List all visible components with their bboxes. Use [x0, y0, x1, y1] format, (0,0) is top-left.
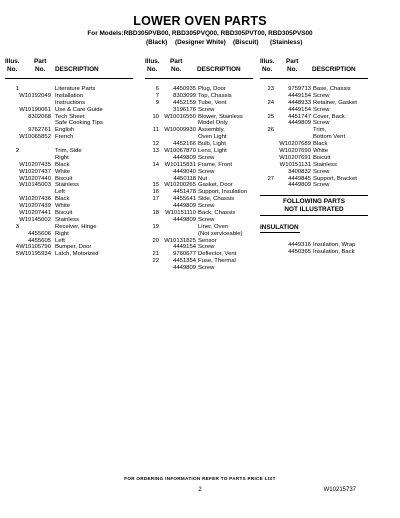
- not-illustrated-line-1: FOLLOWING PARTS: [282, 198, 345, 206]
- part-description: Screw: [198, 168, 215, 175]
- not-illustrated-line-2: NOT ILLUSTRATED: [284, 205, 344, 213]
- part-description: Receiver, Hinge: [55, 223, 97, 230]
- insulation-heading: INSULATION: [260, 224, 299, 232]
- header-description: DESCRIPTION: [197, 66, 241, 73]
- header-part-no: No.: [171, 66, 182, 73]
- insulation-rows: [260, 242, 368, 256]
- part-description: Tech Sheet: [55, 113, 85, 120]
- illus-number: 23: [267, 86, 274, 92]
- table-row: [5, 169, 133, 176]
- part-description: Retainer, Gasket: [313, 99, 357, 106]
- table-row: [5, 244, 133, 251]
- part-description: Right: [55, 154, 69, 161]
- part-description: Assembly,: [198, 127, 225, 134]
- part-number: W10207437: [19, 168, 51, 175]
- column-header: [260, 58, 368, 79]
- part-description: Insulation, Wrap: [313, 242, 356, 249]
- table-row: [5, 251, 133, 258]
- part-number: 4451478: [173, 189, 196, 196]
- illus-number: 4: [15, 244, 19, 251]
- illus-number: 24: [267, 99, 274, 106]
- part-number: 4449809: [173, 203, 196, 210]
- part-description: French: [55, 134, 74, 141]
- part-number: W10145002: [19, 216, 51, 223]
- part-number: 4450365: [288, 249, 311, 256]
- part-number: 4449809: [173, 216, 196, 223]
- parts-rows: [260, 86, 368, 189]
- part-description: Frame, Front: [198, 161, 233, 168]
- part-number: 4449845: [288, 175, 311, 182]
- table-row: [145, 120, 253, 127]
- part-description: Left: [55, 189, 65, 196]
- part-description: English: [55, 127, 75, 134]
- part-number: 8302068: [28, 113, 51, 120]
- part-number: W10195934: [19, 251, 51, 258]
- header-part: Part: [34, 58, 47, 65]
- part-description: Latch, Motorized: [55, 251, 99, 258]
- table-row: [260, 242, 368, 249]
- part-number: 4449040: [173, 168, 196, 175]
- part-description: Use & Care Guide: [55, 106, 103, 113]
- illus-number: 9: [155, 99, 159, 106]
- part-description: Nut: [198, 175, 208, 182]
- part-description: Cover, Back: [313, 113, 345, 120]
- color-biscuit: (Biscuit): [233, 39, 259, 46]
- table-row: [145, 203, 253, 210]
- table-row: [5, 210, 133, 217]
- table-row: [5, 155, 133, 162]
- header-illus: Illus.: [5, 58, 20, 65]
- table-row: [260, 155, 368, 162]
- parts-column-3: [260, 58, 368, 256]
- part-description: Screw: [313, 182, 330, 189]
- part-description: Instructions: [55, 99, 86, 106]
- illus-number: 16: [152, 189, 159, 196]
- table-row: [260, 176, 368, 183]
- part-description: Liner, Oven: [198, 223, 229, 230]
- table-row: [260, 93, 368, 100]
- part-description: Base, Chassis: [313, 86, 351, 92]
- table-row: [145, 244, 253, 251]
- parts-rows: [145, 86, 253, 272]
- part-description: Blower, Stainless: [198, 113, 243, 120]
- part-description: (Not serviceable): [198, 230, 243, 237]
- part-number: 9760677: [173, 251, 196, 258]
- part-description: Screw: [313, 168, 330, 175]
- part-description: Bottom Vent: [313, 134, 346, 141]
- part-number: 4452166: [173, 141, 196, 148]
- table-row: [5, 231, 133, 238]
- table-row: [145, 155, 253, 162]
- header-illus: Illus.: [260, 58, 275, 65]
- table-row: [5, 182, 133, 189]
- part-number: 3400832: [288, 168, 311, 175]
- table-row: [260, 169, 368, 176]
- table-row: [260, 120, 368, 127]
- table-row: [260, 141, 368, 148]
- page-title: LOWER OVEN PARTS: [133, 14, 267, 28]
- color-designer-white: (Designer White): [175, 39, 226, 46]
- color-stainless: (Stainless): [270, 39, 303, 46]
- part-description: Bumper, Door: [55, 244, 92, 251]
- header-illus-no: No.: [262, 66, 273, 73]
- part-description: Biscuit: [313, 154, 331, 161]
- part-number: 4451747: [288, 113, 311, 120]
- table-row: [145, 217, 253, 224]
- part-number: W10067870: [164, 148, 196, 155]
- part-description: Screw: [198, 154, 215, 161]
- part-number: 4449154: [288, 106, 311, 113]
- header-part: Part: [170, 58, 183, 65]
- part-number: 4455605: [28, 237, 51, 244]
- illus-number: 19: [152, 223, 159, 230]
- table-row: [5, 141, 133, 148]
- part-description: Screw: [198, 216, 215, 223]
- part-description: Black: [55, 161, 70, 168]
- part-description: Deflector, Vent: [198, 251, 237, 258]
- column-header: [5, 58, 133, 79]
- part-description: Sensor: [198, 237, 217, 244]
- illus-number: 26: [267, 127, 274, 134]
- part-number: 9762761: [28, 127, 51, 134]
- part-number: W10207436: [19, 196, 51, 203]
- table-row: [5, 162, 133, 169]
- table-row: [145, 134, 253, 141]
- header-description: DESCRIPTION: [312, 66, 356, 73]
- part-description: Support, Insulation: [198, 189, 248, 196]
- part-number: 4452159: [173, 99, 196, 106]
- part-number: 4451354: [173, 258, 196, 265]
- part-description: Model Only: [198, 120, 228, 127]
- header-illus-no: No.: [7, 66, 18, 73]
- part-number: W10145003: [19, 182, 51, 189]
- part-number: 4449809: [288, 120, 311, 127]
- table-row: [145, 258, 253, 265]
- part-number: W10115831: [164, 161, 196, 168]
- table-row: [260, 148, 368, 155]
- table-row: [260, 86, 368, 93]
- part-description: Stainless: [313, 161, 337, 168]
- part-description: Biscuit: [55, 210, 73, 217]
- table-row: [5, 189, 133, 196]
- part-description: Screw: [198, 106, 215, 113]
- table-row: [145, 182, 253, 189]
- part-description: Top, Chassis: [198, 92, 232, 99]
- table-row: [145, 162, 253, 169]
- header-illus: Illus.: [145, 58, 160, 65]
- not-illustrated-heading: [260, 195, 368, 216]
- table-row: [5, 217, 133, 224]
- part-number: 4449154: [173, 244, 196, 251]
- part-description: Insulation, Back: [313, 249, 355, 256]
- part-description: Lens, Light: [198, 148, 227, 155]
- table-row: [145, 224, 253, 231]
- part-number: W10207441: [19, 210, 51, 217]
- part-number: W10131825: [164, 237, 196, 244]
- part-number: 4449809: [173, 154, 196, 161]
- table-row: [260, 127, 368, 134]
- parts-column-1: [5, 58, 133, 258]
- table-row: [145, 86, 253, 93]
- table-row: [145, 189, 253, 196]
- part-description: Screw: [198, 203, 215, 210]
- part-description: Fuse, Thermal: [198, 258, 236, 265]
- table-row: [5, 93, 133, 100]
- part-description: Literature Parts: [55, 86, 96, 92]
- table-row: [260, 162, 368, 169]
- part-number: 4448933: [288, 99, 311, 106]
- part-description: Tube, Vent: [198, 99, 227, 106]
- part-number: W10190061: [19, 106, 51, 113]
- part-number: W10192049: [19, 92, 51, 99]
- part-number: W10200265: [164, 182, 196, 189]
- illus-number: 27: [267, 175, 274, 182]
- part-description: Right: [55, 230, 69, 237]
- table-row: [5, 134, 133, 141]
- table-row: [145, 210, 253, 217]
- part-description: Biscuit: [55, 175, 73, 182]
- part-number: 4450935: [173, 86, 196, 92]
- table-row: [260, 134, 368, 141]
- part-number: W10207440: [19, 175, 51, 182]
- illus-number: 1: [15, 86, 19, 92]
- table-row: [145, 127, 253, 134]
- table-row: [145, 100, 253, 107]
- table-row: [5, 86, 133, 93]
- column-header: [145, 58, 253, 79]
- models-line: For Models:RBD305PVB00, RBD305PVQ00, RBD305PVT00, RBD305PVS00: [87, 30, 313, 37]
- header-illus-no: No.: [147, 66, 158, 73]
- part-description: Black: [55, 196, 70, 203]
- table-row: [145, 238, 253, 245]
- illus-number: 17: [152, 196, 159, 203]
- page-number: 2: [198, 487, 202, 493]
- table-row: [260, 114, 368, 121]
- table-row: [145, 251, 253, 258]
- illus-number: 21: [152, 251, 159, 258]
- color-black: (Black): [146, 39, 168, 46]
- part-description: Trim, Side: [55, 148, 82, 155]
- illus-number: 13: [152, 148, 159, 155]
- part-number: 4455606: [28, 230, 51, 237]
- part-number: W10016550: [164, 113, 196, 120]
- part-description: Screw: [313, 106, 330, 113]
- part-number: 8303099: [173, 92, 196, 99]
- illus-number: 12: [152, 141, 159, 148]
- table-row: [145, 176, 253, 183]
- table-row: [260, 107, 368, 114]
- table-row: [5, 176, 133, 183]
- header-part-no: No.: [287, 66, 298, 73]
- table-row: [5, 127, 133, 134]
- parts-column-2: [145, 58, 253, 272]
- header-description: DESCRIPTION: [55, 66, 99, 73]
- part-number: 9759713: [288, 86, 311, 92]
- part-number: 4449154: [288, 92, 311, 99]
- table-row: [145, 196, 253, 203]
- part-description: Screw: [198, 265, 215, 272]
- ordering-info-footer: FOR ORDERING INFORMATION REFER TO PARTS PRICE LIST: [124, 476, 276, 481]
- illus-number: 22: [152, 258, 159, 265]
- part-description: Screw: [313, 92, 330, 99]
- illus-number: 5: [15, 251, 19, 258]
- part-description: Left: [55, 237, 65, 244]
- part-description: White: [55, 168, 71, 175]
- table-row: [5, 100, 133, 107]
- part-number: 4450118: [173, 175, 196, 182]
- part-description: Gasket, Door: [198, 182, 233, 189]
- table-row: [260, 249, 368, 256]
- document-number: W10215737: [323, 487, 356, 493]
- part-number: W10151110: [165, 210, 196, 217]
- part-number: 3196176: [173, 106, 196, 113]
- table-row: [145, 169, 253, 176]
- table-row: [5, 114, 133, 121]
- part-description: Installation: [55, 92, 84, 99]
- part-number: 4449316: [288, 242, 311, 249]
- part-description: Bulb, Light: [198, 141, 226, 148]
- part-description: Screw: [198, 244, 215, 251]
- header-part-no: No.: [35, 66, 46, 73]
- part-description: Back, Chassis: [198, 210, 236, 217]
- part-description: Stainless: [55, 216, 79, 223]
- part-number: 4449809: [173, 265, 196, 272]
- part-number: W10105790: [19, 244, 51, 251]
- part-description: Support, Bracket: [313, 175, 357, 182]
- table-row: [260, 182, 368, 189]
- part-number: W10009930: [164, 127, 196, 134]
- table-row: [145, 141, 253, 148]
- part-number: W10207690: [279, 148, 311, 155]
- illus-number: 15: [152, 182, 159, 189]
- part-description: Plug, Door: [198, 86, 226, 92]
- part-description: Screw: [313, 120, 330, 127]
- table-row: [145, 265, 253, 272]
- part-description: Black: [313, 141, 328, 148]
- part-description: Safe Cooking Tips: [55, 120, 103, 127]
- part-number: W10151131: [279, 161, 311, 168]
- part-number: W10207689: [279, 141, 311, 148]
- table-row: [5, 203, 133, 210]
- table-row: [5, 224, 133, 231]
- illus-number: 14: [152, 161, 159, 168]
- illus-number: 10: [152, 113, 159, 120]
- header-part: Part: [286, 58, 299, 65]
- table-row: [145, 93, 253, 100]
- illus-number: 2: [15, 148, 19, 155]
- illus-number: 18: [152, 210, 159, 217]
- table-row: [5, 120, 133, 127]
- table-row: [260, 100, 368, 107]
- part-description: Oven Light: [198, 134, 227, 141]
- part-description: White: [55, 203, 71, 210]
- illus-number: 6: [155, 86, 159, 92]
- illus-number: 20: [152, 237, 159, 244]
- table-row: [5, 148, 133, 155]
- table-row: [5, 196, 133, 203]
- part-number: W10207691: [279, 154, 311, 161]
- table-row: [145, 107, 253, 114]
- table-row: [5, 107, 133, 114]
- illus-number: 25: [267, 113, 274, 120]
- illus-number: 3: [15, 223, 19, 230]
- part-number: W10065852: [19, 134, 51, 141]
- illus-number: 7: [155, 92, 159, 99]
- part-description: Side, Chassis: [198, 196, 235, 203]
- part-number: 4449809: [288, 182, 311, 189]
- table-row: [145, 114, 253, 121]
- part-number: W10207435: [19, 161, 51, 168]
- table-row: [145, 231, 253, 238]
- table-row: [5, 238, 133, 245]
- table-row: [145, 148, 253, 155]
- part-description: Trim,: [313, 127, 327, 134]
- part-description: Stainless: [55, 182, 79, 189]
- illus-number: 11: [152, 127, 159, 134]
- part-number: 4455641: [173, 196, 196, 203]
- part-number: W10207439: [19, 203, 51, 210]
- parts-rows: [5, 86, 133, 258]
- part-description: White: [313, 148, 329, 155]
